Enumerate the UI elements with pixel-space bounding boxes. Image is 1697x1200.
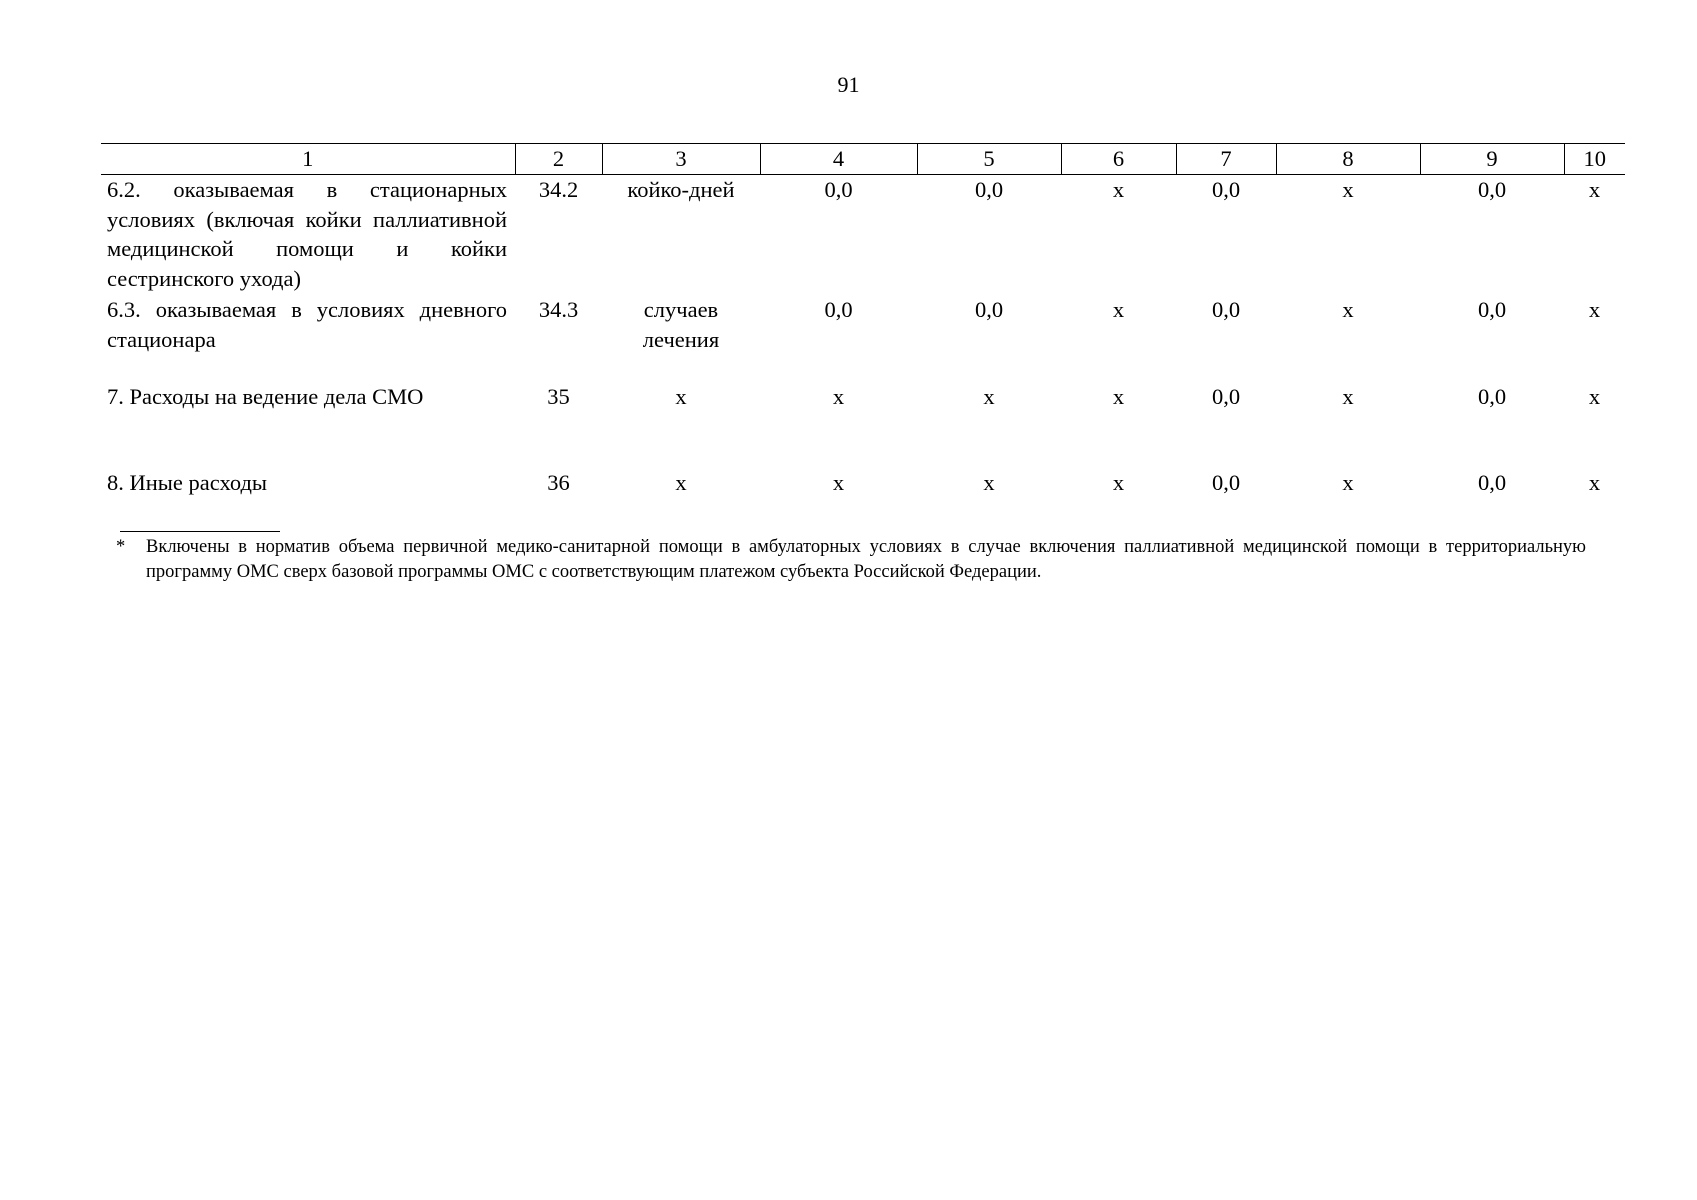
row-label: 6.2. оказываемая в стационарных условиях (включая койки паллиативной медицинской помощи и койки сестринского ухода) (107, 177, 507, 291)
row-label: 8. Иные расходы (107, 470, 268, 495)
table-cell: х (675, 470, 687, 495)
table-cell: х (832, 384, 845, 409)
page-number: 91 (837, 72, 860, 97)
table-header-row (101, 144, 1625, 175)
footnote-text: Включены в норматив объема первичной медико-санитарной помощи в амбулаторных условиях в случае включения паллиативной медицинской помощи в территориальную программу ОМС сверх базовой программы ОМС с соответствующим платежом субъекта Российской Федерации. (146, 537, 1586, 582)
column-header: 9 (1420, 144, 1564, 175)
table-cell: 36 (547, 470, 570, 495)
row-label: 7. Расходы на ведение дела СМО (107, 384, 424, 409)
table-cell: 0,0 (1477, 384, 1507, 409)
table-cell: 0,0 (1211, 297, 1241, 322)
footnote (116, 535, 1586, 585)
table-cell: 0,0 (1477, 297, 1507, 322)
data-table (101, 143, 1625, 498)
table-cell: х (1342, 470, 1354, 495)
table-cell: 0,0 (824, 177, 853, 202)
column-header: 4 (760, 144, 917, 175)
table-cell: 0,0 (974, 177, 1004, 202)
column-header: 3 (602, 144, 760, 175)
table-cell: х (1342, 384, 1354, 409)
column-header: 8 (1276, 144, 1420, 175)
column-header: 7 (1176, 144, 1276, 175)
table-cell: 34.2 (538, 177, 579, 202)
table-row (101, 354, 1625, 440)
table-cell: 35 (547, 384, 570, 409)
table-cell: 34.3 (538, 297, 579, 322)
table-cell: х (983, 384, 995, 409)
table-cell: случаев лечения (642, 297, 720, 352)
column-header: 5 (917, 144, 1061, 175)
table-cell: 0,0 (1211, 177, 1241, 202)
table-cell: 0,0 (1477, 470, 1507, 495)
column-header: 2 (515, 144, 602, 175)
table-cell: 0,0 (1477, 177, 1507, 202)
table-cell: х (1588, 177, 1601, 202)
table-cell: х (675, 384, 687, 409)
footnote-mark: * (116, 537, 126, 557)
table-cell: 0,0 (824, 297, 853, 322)
table-cell: койко-дней (627, 177, 735, 202)
table-cell: 0,0 (974, 297, 1004, 322)
table-cell: 0,0 (1211, 470, 1241, 495)
table-cell: х (1112, 384, 1125, 409)
footnote-separator (120, 531, 280, 532)
table-cell: 0,0 (1211, 384, 1241, 409)
column-header: 10 (1564, 144, 1625, 175)
table-row (101, 175, 1625, 296)
table-cell: х (983, 470, 995, 495)
table-cell: х (1112, 177, 1125, 202)
column-header: 6 (1061, 144, 1176, 175)
table-cell: х (1588, 470, 1601, 495)
table-row (101, 440, 1625, 498)
table-cell: х (1588, 384, 1601, 409)
column-header: 1 (101, 144, 515, 175)
row-label: 6.3. оказываемая в условиях дневного стационара (107, 297, 507, 352)
table-cell: х (1342, 297, 1354, 322)
table-row (101, 295, 1625, 354)
table-cell: х (1588, 297, 1601, 322)
table-cell: х (1112, 297, 1125, 322)
table-cell: х (832, 470, 845, 495)
table-cell: х (1112, 470, 1125, 495)
table-cell: х (1342, 177, 1354, 202)
